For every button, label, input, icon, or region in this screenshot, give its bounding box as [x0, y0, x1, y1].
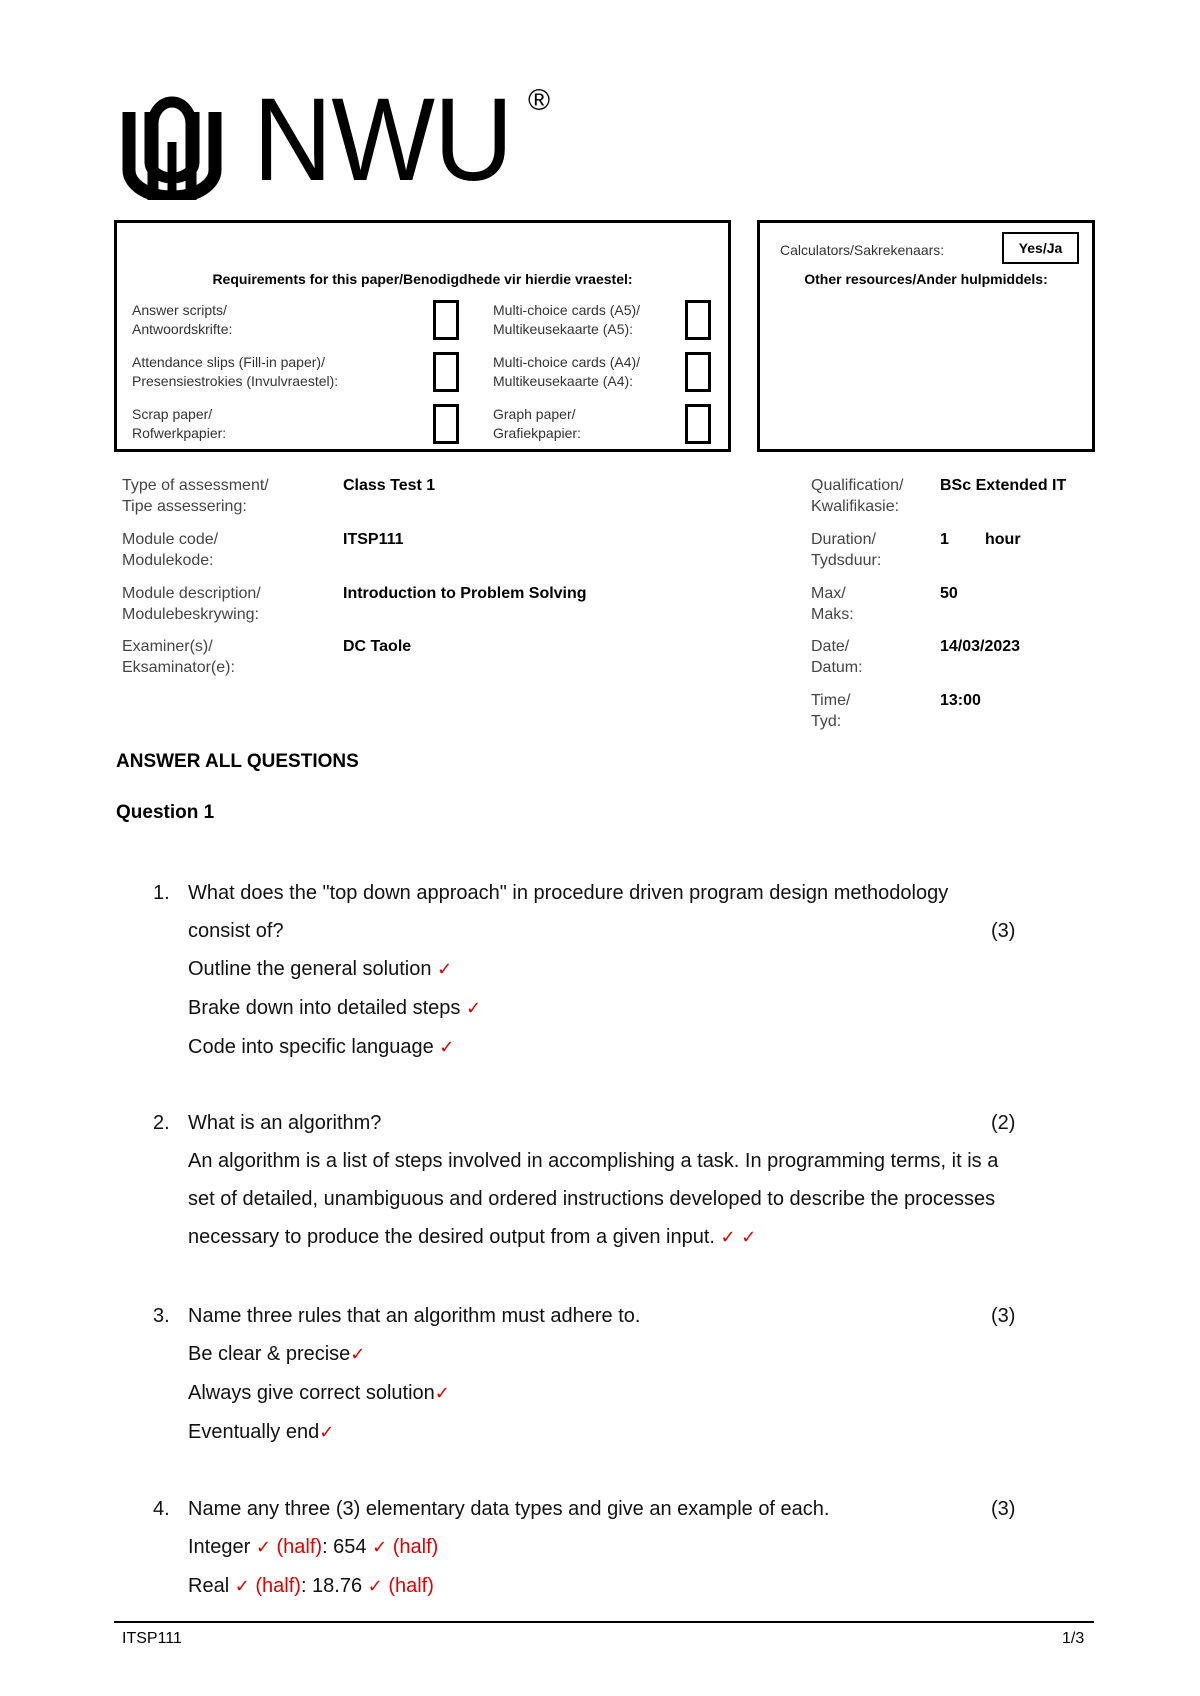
question-marks: (3) [991, 1498, 1016, 1520]
meta-type-label [122, 475, 269, 517]
req-label-line1: Answer scripts/ [132, 302, 227, 318]
attendance-slips-checkbox[interactable] [433, 352, 459, 392]
answer-line [188, 1413, 640, 1452]
footer-page-number: 1/3 [1062, 1630, 1085, 1647]
meta-label-line2: Tipe assessering: [122, 498, 247, 515]
answer-line [188, 1374, 640, 1413]
checkmark-icon: ✓ [465, 998, 482, 1019]
nwu-emblem-icon [113, 82, 231, 200]
checkmark-icon: ✓ [434, 1383, 450, 1404]
mcq-a5-checkbox[interactable] [685, 300, 711, 340]
meta-qualification-value: BSc Extended IT [940, 477, 1067, 494]
req-label-line2: Multikeusekaarte (A4): [493, 373, 634, 389]
question-marks: (3) [991, 1305, 1016, 1327]
meta-duration-value: 1 [940, 531, 949, 548]
answer-text: Code into specific language [188, 1036, 434, 1058]
answer-example: : 654 [322, 1536, 367, 1558]
req-answer-scripts [132, 301, 232, 339]
answer-text: Brake down into detailed steps [188, 997, 461, 1019]
req-label-line1: Graph paper/ [493, 406, 576, 422]
req-scrap-paper [132, 405, 226, 443]
meta-label-line1: Time/ [811, 692, 851, 709]
req-label-line2: Antwoordskrifte: [132, 321, 233, 337]
meta-label-line2: Kwalifikasie: [811, 498, 900, 515]
meta-time-label [811, 690, 850, 732]
answer-type: Integer [188, 1536, 251, 1558]
requirements-box [114, 220, 731, 452]
meta-duration-label [811, 529, 881, 571]
meta-module-desc-label [122, 583, 261, 625]
meta-type-value: Class Test 1 [343, 477, 436, 494]
answer-text: Outline the general solution [188, 958, 432, 980]
answer-line: An algorithm is a list of steps involved in accomplishing a task. In programming terms, it is a [188, 1150, 999, 1172]
meta-label-line2: Eksaminator(e): [122, 659, 235, 676]
meta-date-value: 14/03/2023 [940, 638, 1021, 655]
question-number: 3. [153, 1305, 170, 1327]
meta-label-line1: Module code/ [122, 531, 219, 548]
question-text: What is an algorithm? [188, 1112, 382, 1134]
scrap-paper-checkbox[interactable] [433, 404, 459, 444]
answer-text: Always give correct solution [188, 1382, 435, 1404]
meta-module-code-value: ITSP111 [343, 531, 404, 548]
meta-label-line2: Tydsduur: [811, 552, 882, 569]
section-heading: Question 1 [116, 802, 215, 823]
meta-label-line2: Tyd: [811, 713, 842, 730]
question-marks: (3) [991, 920, 1016, 942]
checkmark-icon: ✓ [439, 1037, 455, 1058]
meta-date-label [811, 636, 863, 678]
footer-module-code: ITSP111 [122, 1630, 182, 1647]
req-graph-paper [493, 405, 581, 443]
req-label-line2: Presensiestrokies (Invulvraestel): [132, 373, 339, 389]
graph-paper-checkbox[interactable] [685, 404, 711, 444]
meta-time-value: 13:00 [940, 692, 981, 709]
half-mark: (half) [255, 1575, 301, 1597]
answer-example: : 18.76 [300, 1575, 363, 1597]
checkmark-icon: ✓ [319, 1422, 335, 1443]
answer-line [188, 1028, 948, 1067]
requirements-title: Requirements for this paper/Benodigdhede vir hierdie vraestel: [212, 271, 633, 287]
req-label-line2: Multikeusekaarte (A5): [493, 321, 634, 337]
mcq-a4-checkbox[interactable] [685, 352, 711, 392]
meta-module-code-label [122, 529, 218, 571]
half-mark: (half) [276, 1536, 323, 1558]
question-marks: (2) [991, 1112, 1016, 1134]
logo-wordmark: NWU [253, 74, 513, 206]
question-3-block [188, 1297, 640, 1452]
answer-line [188, 1335, 640, 1374]
req-label-line2: Rofwerkpapier: [132, 425, 227, 441]
other-resources-label: Other resources/Ander hulpmiddels: [804, 271, 1048, 287]
question-number: 4. [153, 1498, 170, 1520]
checkmark-icon: ✓ [372, 1537, 388, 1558]
answer-line [188, 1218, 998, 1257]
answer-line: set of detailed, unambiguous and ordered instructions developed to describe the processes [188, 1188, 996, 1210]
question-text: Name any three (3) elementary data types and give an example of each. [188, 1498, 830, 1520]
req-label-line2: Grafiekpapier: [493, 425, 581, 441]
req-label-line1: Scrap paper/ [132, 406, 213, 422]
instruction-heading: ANSWER ALL QUESTIONS [116, 751, 359, 772]
meta-max-value: 50 [940, 585, 958, 602]
answer-type: Real [188, 1575, 230, 1597]
meta-label-line1: Date/ [811, 638, 850, 655]
meta-qualification-label [811, 475, 904, 517]
question-number: 2. [153, 1112, 170, 1134]
nwu-logo [113, 74, 553, 206]
question-text: Name three rules that an algorithm must adhere to. [188, 1305, 641, 1327]
answer-line [188, 1528, 829, 1567]
meta-label-line1: Qualification/ [811, 477, 904, 494]
meta-examiner-label [122, 636, 235, 678]
req-attendance-slips [132, 353, 338, 391]
checkmark-icon: ✓ [720, 1227, 736, 1248]
registered-mark: ® [528, 84, 551, 117]
checkmark-icon: ✓ [255, 1537, 271, 1558]
meta-label-line1: Duration/ [811, 531, 876, 548]
meta-label-line2: Datum: [811, 659, 863, 676]
answer-line [188, 950, 948, 989]
req-label-line1: Attendance slips (Fill-in paper)/ [132, 354, 325, 370]
question-2-block [188, 1104, 998, 1257]
req-label-line1: Multi-choice cards (A4)/ [493, 354, 641, 370]
meta-max-label [811, 583, 854, 625]
meta-label-line1: Type of assessment/ [122, 477, 269, 494]
half-mark: (half) [388, 1575, 434, 1597]
req-mcq-a5 [493, 301, 640, 339]
checkmark-icon: ✓ [437, 959, 453, 980]
answer-scripts-checkbox[interactable] [433, 300, 459, 340]
half-mark: (half) [392, 1536, 439, 1558]
question-text: consist of? [188, 920, 284, 942]
checkmark-icon: ✓ [234, 1576, 250, 1597]
meta-examiner-value: DC Taole [343, 638, 412, 655]
answer-line [188, 989, 948, 1028]
answer-line [188, 1567, 829, 1606]
req-mcq-a4 [493, 353, 640, 391]
meta-module-desc-value: Introduction to Problem Solving [343, 585, 587, 602]
question-4-block [188, 1490, 829, 1606]
meta-label-line2: Modulebeskrywing: [122, 606, 259, 623]
footer-divider [114, 1621, 1094, 1623]
question-text: What does the "top down approach" in procedure driven program design methodology [188, 882, 949, 904]
calculators-label: Calculators/Sakrekenaars: [780, 242, 945, 258]
answer-text: Eventually end [188, 1421, 320, 1443]
answer-text: Be clear & precise [188, 1343, 351, 1365]
calculators-value: Yes/Ja [1002, 232, 1079, 264]
meta-label-line1: Max/ [811, 585, 846, 602]
checkmark-icon: ✓ [367, 1576, 383, 1597]
question-1-block [188, 874, 948, 1067]
resources-box [757, 220, 1095, 452]
meta-duration-unit: hour [985, 531, 1021, 548]
meta-label-line1: Examiner(s)/ [122, 638, 213, 655]
meta-label-line1: Module description/ [122, 585, 261, 602]
answer-text: necessary to produce the desired output from a given input. [188, 1226, 715, 1248]
meta-label-line2: Modulekode: [122, 552, 214, 569]
question-number: 1. [153, 882, 170, 904]
checkmark-icon: ✓ [741, 1227, 757, 1248]
checkmark-icon: ✓ [350, 1344, 366, 1365]
req-label-line1: Multi-choice cards (A5)/ [493, 302, 641, 318]
meta-label-line2: Maks: [811, 606, 854, 623]
